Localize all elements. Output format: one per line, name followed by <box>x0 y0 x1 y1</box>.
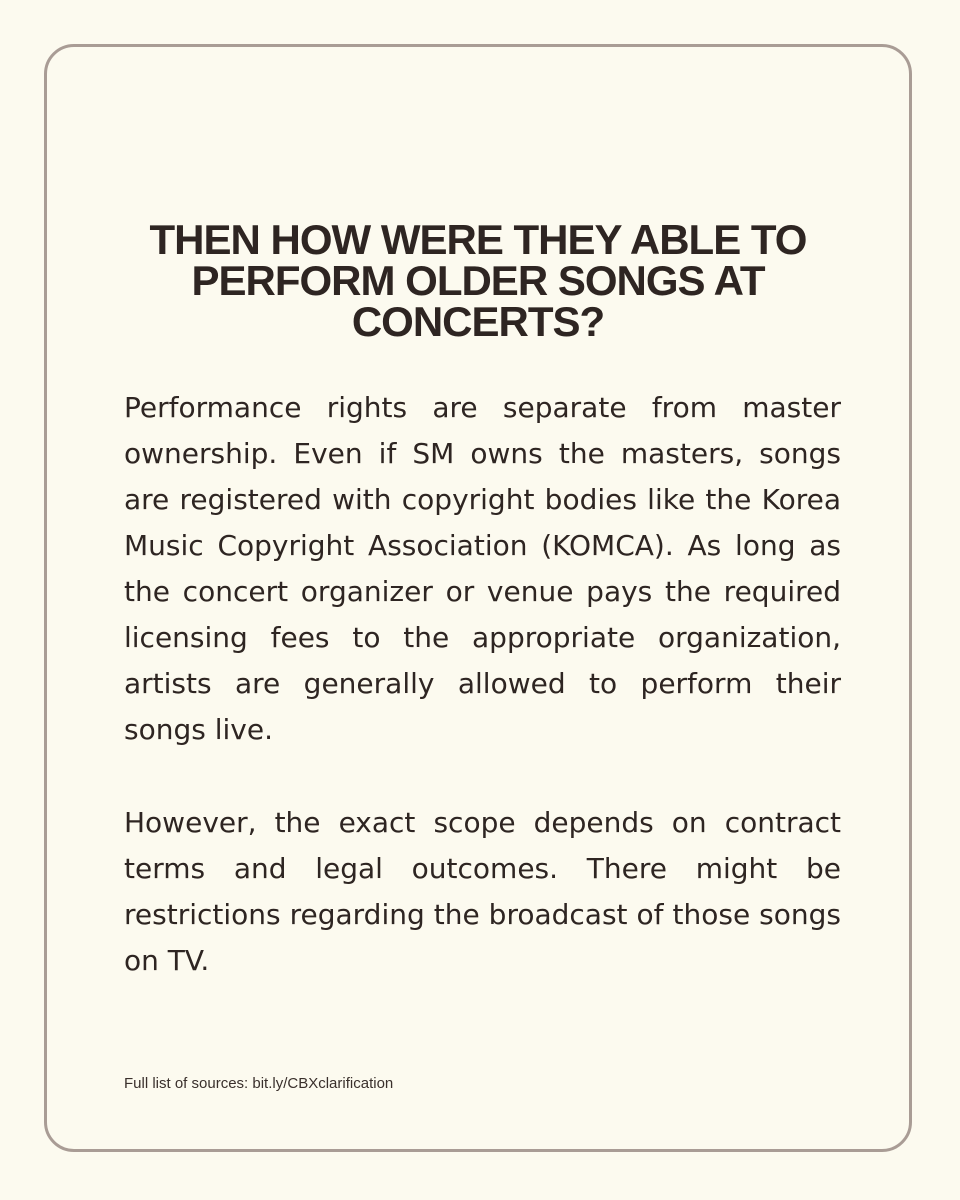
body-paragraph-performance-rights: Performance rights are separate from master ownership. Even if SM owns the masters, songs are registered with copyright bodies like the Korea Music Copyright Association (KOMCA). As long as the concert organizer or venue pays the required licensing fees to the appropriate organization, artists are generally allowed to perform their songs live. <box>124 391 841 746</box>
body-paragraph-scope: However, the exact scope depends on contract terms and legal outcomes. There might be restrictions regarding the broadcast of those songs on TV. <box>124 806 841 977</box>
info-card <box>44 44 912 1152</box>
card-title: THEN HOW WERE THEY ABLE TO PERFORM OLDER SONGS AT CONCERTS? <box>149 216 807 345</box>
sources-note: Full list of sources: bit.ly/CBXclarification <box>124 1075 394 1092</box>
